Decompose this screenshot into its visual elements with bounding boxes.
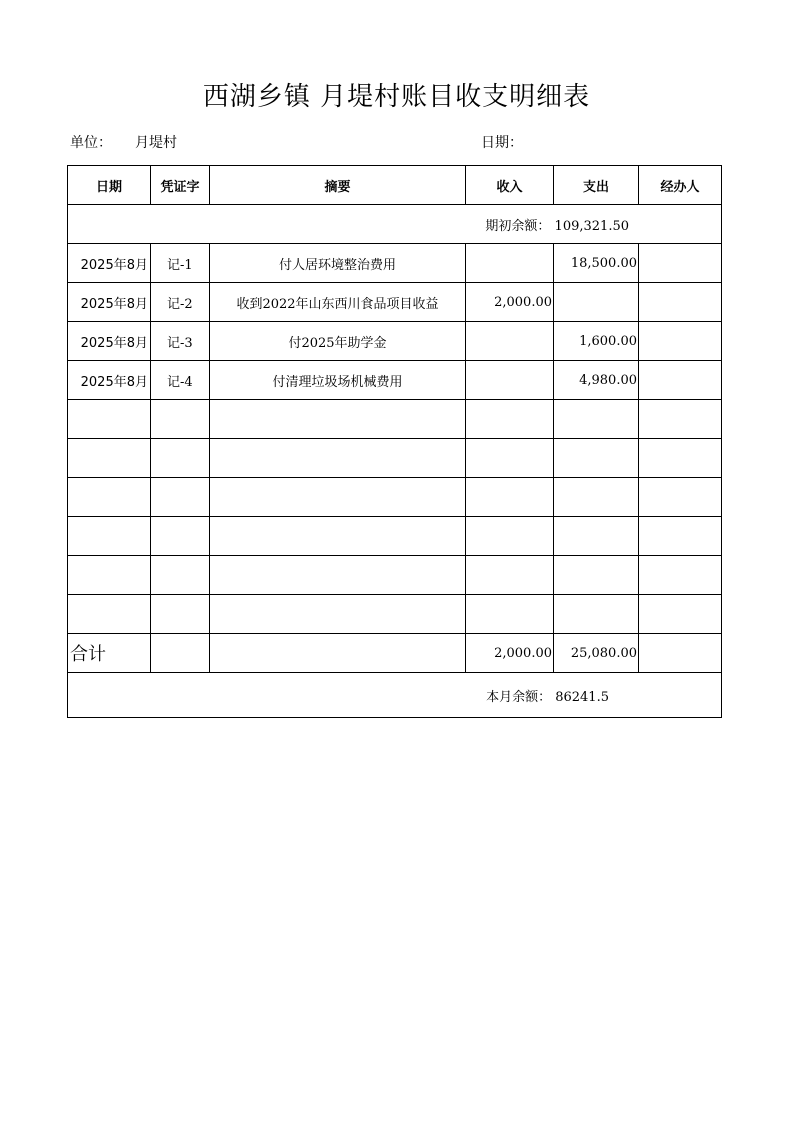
cell-income [466,517,554,556]
cell-income [466,595,554,634]
total-voucher [151,634,210,673]
cell-income: 2,000.00 [466,283,554,322]
cell-handler [639,439,722,478]
cell-date: 2025年8月 [68,361,151,400]
cell-handler [639,322,722,361]
table-row [68,283,722,322]
cell-summary [210,517,466,556]
cell-voucher [151,439,210,478]
cell-handler [639,283,722,322]
cell-expense: 18,500.00 [554,244,639,283]
total-expense: 25,080.00 [554,634,639,673]
document-title: 西湖乡镇 月堤村账目收支明细表 [202,82,591,112]
cell-summary [210,556,466,595]
cell-income [466,556,554,595]
cell-summary: 付人居环境整治费用 [210,244,466,283]
total-handler [639,634,722,673]
header-date: 日期 [68,166,151,205]
cell-voucher [151,595,210,634]
total-label: 合计 [68,634,151,673]
opening-balance-row [68,205,722,244]
cell-income [466,439,554,478]
cell-voucher: 记-2 [151,283,210,322]
table-row [68,556,722,595]
cell-date: 2025年8月 [68,244,151,283]
table-row [68,478,722,517]
header-expense: 支出 [554,166,639,205]
total-summary [210,634,466,673]
table-row [68,361,722,400]
cell-summary [210,439,466,478]
cell-date [68,400,151,439]
cell-income [466,400,554,439]
opening-balance: 期初余额： 109,321.50 [68,205,722,244]
cell-handler [639,556,722,595]
table-row [68,517,722,556]
cell-handler [639,244,722,283]
cell-voucher [151,400,210,439]
table-row [68,595,722,634]
unit-label: 单位： [70,135,112,151]
cell-expense: 4,980.00 [554,361,639,400]
cell-handler [639,478,722,517]
cell-voucher: 记-1 [151,244,210,283]
cell-handler [639,361,722,400]
cell-date: 2025年8月 [68,283,151,322]
total-row [68,634,722,673]
table-row [68,439,722,478]
ledger-table [67,165,722,718]
cell-income [466,244,554,283]
cell-voucher [151,556,210,595]
cell-expense [554,283,639,322]
header-summary: 摘要 [210,166,466,205]
cell-summary [210,400,466,439]
header-voucher: 凭证字 [151,166,210,205]
cell-summary: 付2025年助学金 [210,322,466,361]
cell-voucher [151,517,210,556]
cell-income [466,322,554,361]
cell-date [68,439,151,478]
header-income: 收入 [466,166,554,205]
closing-balance: 本月余额： 86241.5 [68,673,722,718]
cell-handler [639,517,722,556]
cell-voucher: 记-4 [151,361,210,400]
cell-summary [210,595,466,634]
cell-summary: 收到2022年山东西川食品项目收益 [210,283,466,322]
cell-date [68,517,151,556]
header-row [68,166,722,205]
cell-voucher [151,478,210,517]
cell-expense [554,556,639,595]
cell-date [68,595,151,634]
closing-balance-row [68,673,722,718]
cell-date: 2025年8月 [68,322,151,361]
cell-handler [639,400,722,439]
cell-income [466,478,554,517]
date-label: 日期： [481,135,523,151]
table-row [68,244,722,283]
cell-expense [554,439,639,478]
cell-summary: 付清理垃圾场机械费用 [210,361,466,400]
cell-expense [554,478,639,517]
cell-expense [554,517,639,556]
cell-voucher: 记-3 [151,322,210,361]
cell-date [68,478,151,517]
header-handler: 经办人 [639,166,722,205]
cell-handler [639,595,722,634]
table-row [68,400,722,439]
cell-income [466,361,554,400]
total-income: 2,000.00 [466,634,554,673]
table-row [68,322,722,361]
cell-expense: 1,600.00 [554,322,639,361]
unit-value: 月堤村 [135,135,177,151]
cell-summary [210,478,466,517]
cell-date [68,556,151,595]
cell-expense [554,400,639,439]
cell-expense [554,595,639,634]
